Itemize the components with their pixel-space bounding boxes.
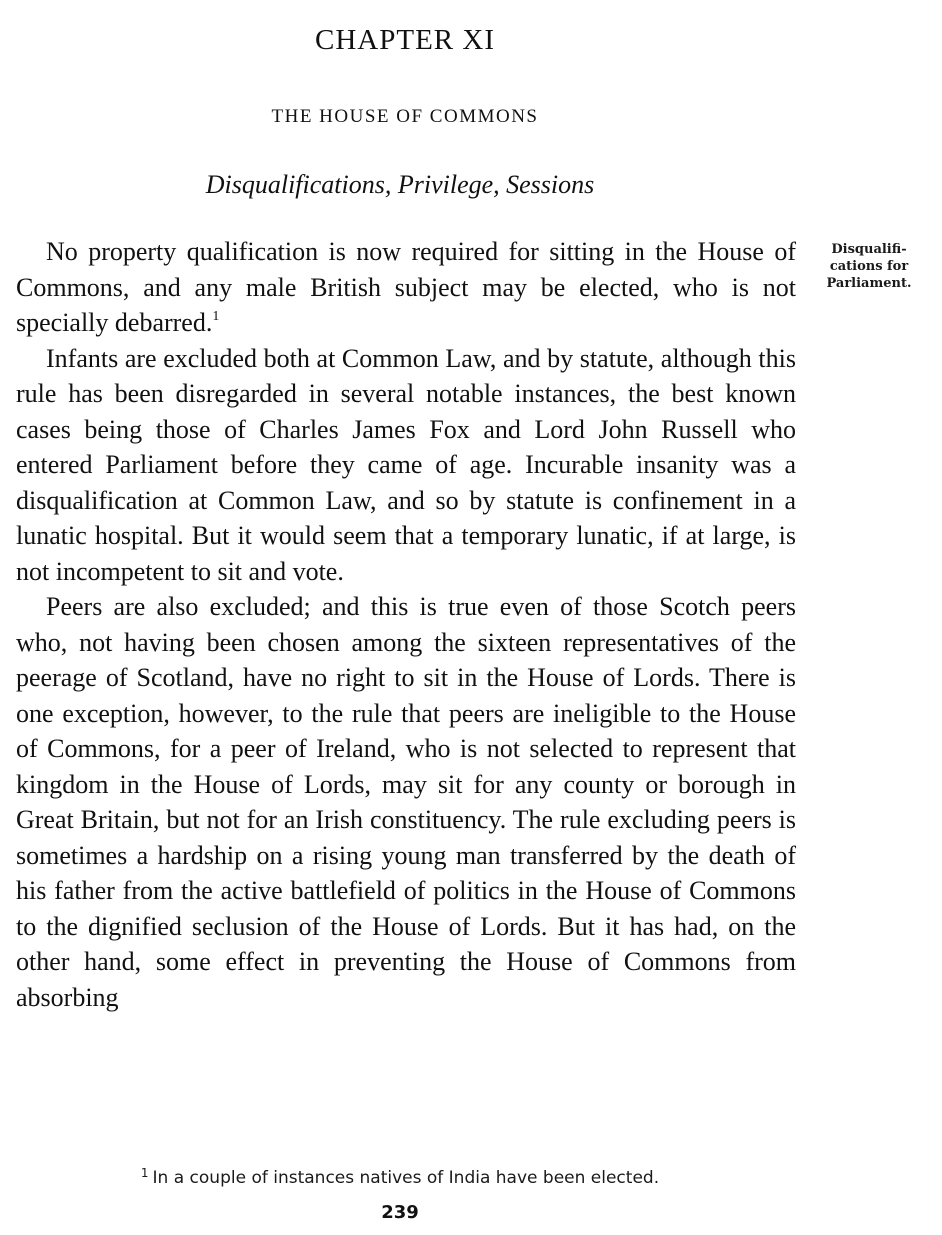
footnote xyxy=(0,1168,800,1188)
margin-note-line: Disqualifi- xyxy=(831,242,907,257)
footnote-reference: 1 xyxy=(212,309,220,324)
chapter-subtitle: Disqualifications, Privilege, Sessions xyxy=(205,170,595,199)
paragraph-1 xyxy=(16,234,796,341)
paragraph-3: Peers are also excluded; and this is true even of those Scotch peers who, not having been chosen among the sixteen representatives of the peerage of Scotland, have no right to sit in the House of Lords. There is one exception, however, to the rule that peers are ineligible to the House of Commons, for a peer of Ireland, who is not selected to represent that kingdom in the House of Lords, may sit for any county or borough in Great Britain, but not for an Irish constituency. The rule excluding peers is sometimes a hardship on a rising young man transferred by the death of his father from the active battlefield of politics in the House of Commons to the dignified seclusion of the House of Lords. But it has had, on the other hand, some effect in preventing the House of Commons from absorbing xyxy=(16,592,796,1012)
footnote-mark: 1 xyxy=(140,1166,149,1180)
margin-note-line: Parliament. xyxy=(826,276,912,291)
page-number: 239 xyxy=(381,1202,419,1223)
margin-note xyxy=(803,241,935,292)
paragraph-2: Infants are excluded both at Common Law, and by statute, although this rule has been disregarded in several notable instances, the best known cases being those of Charles James Fox and Lord John Russell who entered Parliament before they came of age. Incurable insanity was a disqualification at Common Law, and so by statute is confinement in a lunatic hospital. But it would seem that a temporary lunatic, if at large, is not incompetent to sit and vote. xyxy=(16,343,796,586)
chapter-heading: CHAPTER XI xyxy=(315,24,495,56)
margin-note-line: cations for xyxy=(829,259,909,274)
chapter-title: THE HOUSE OF COMMONS xyxy=(271,106,539,127)
paragraph-1-text: No property qualification is now required for sitting in the House of Commons, and any male British subject may be elected, who is not specially debarred. xyxy=(16,237,796,337)
body-text xyxy=(16,234,796,1015)
footnote-text: In a couple of instances natives of India have been elected. xyxy=(152,1168,660,1188)
